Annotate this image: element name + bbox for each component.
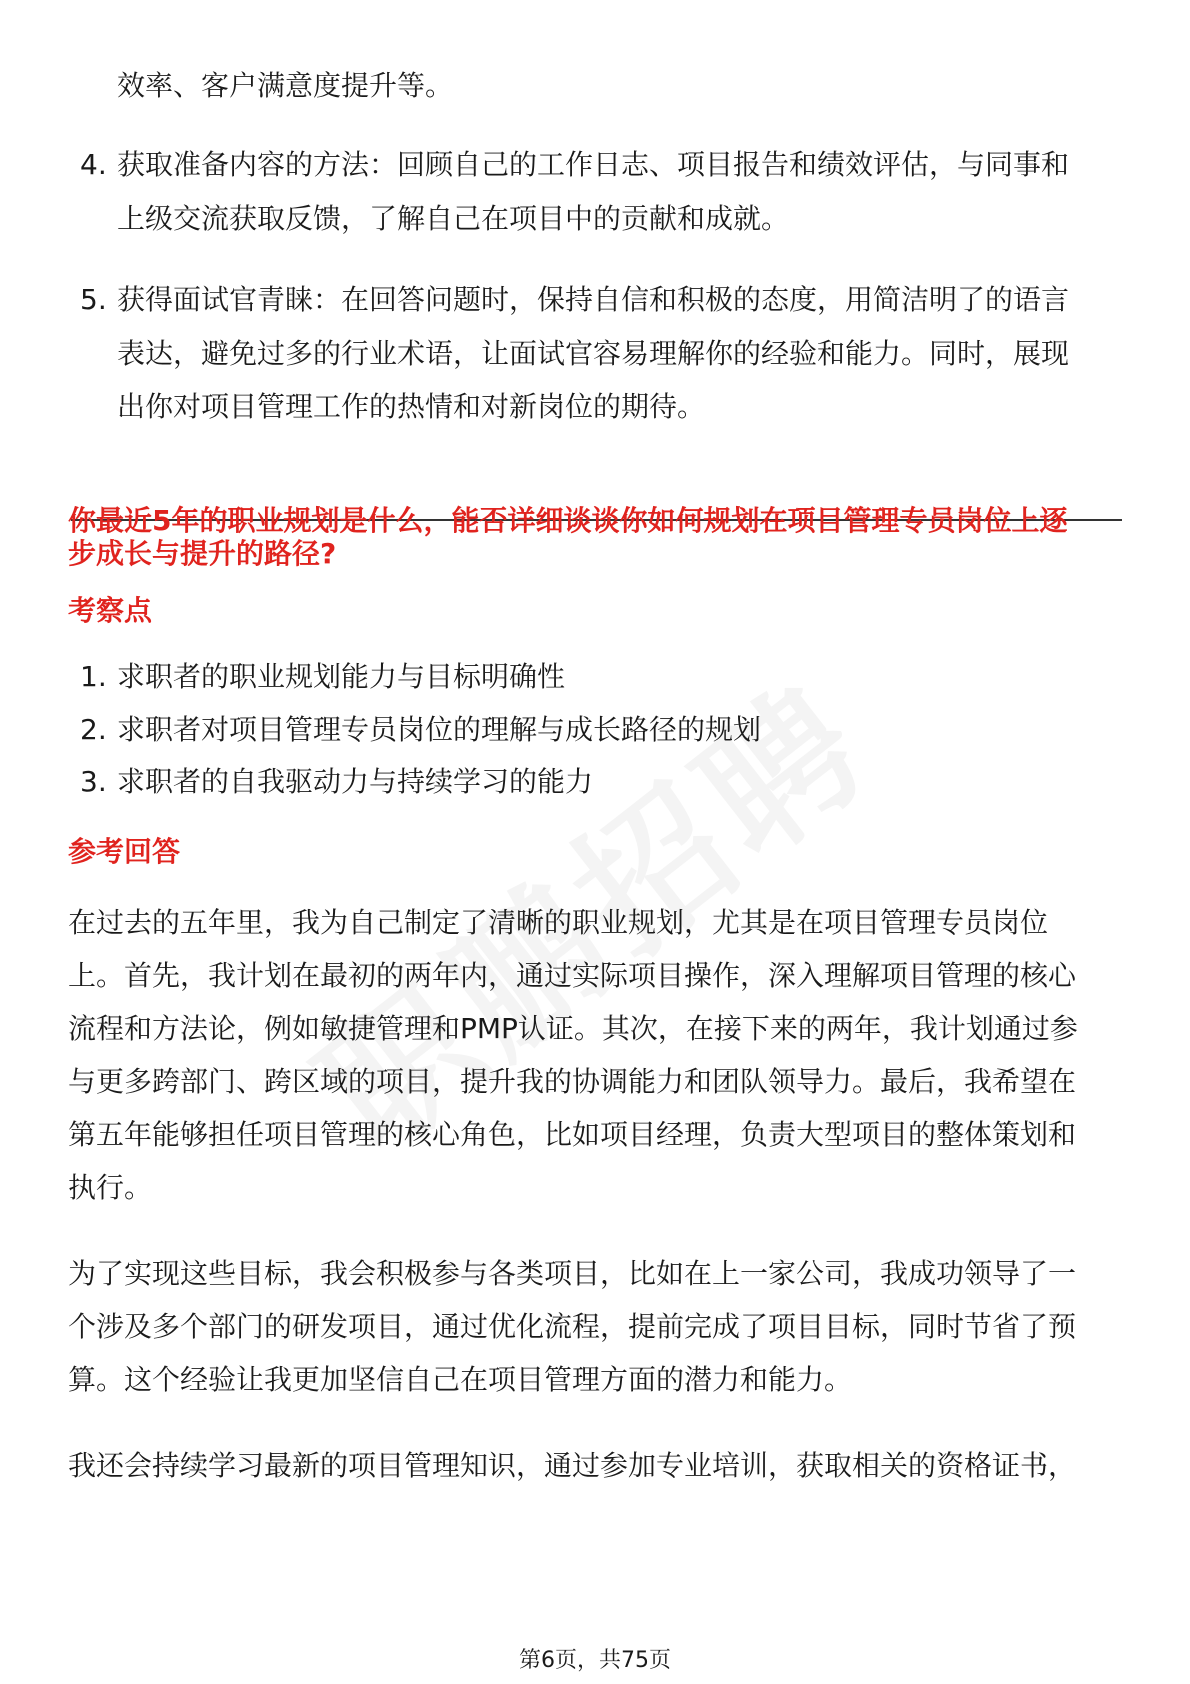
list-item-line: 表达，避免过多的行业术语，让面试官容易理解你的经验和能力。同时，展现: [117, 337, 1070, 370]
examine-item: 求职者的职业规划能力与目标明确性: [117, 660, 566, 693]
list-continuation: 效率、客户满意度提升等。: [117, 69, 454, 102]
list-number: 2.: [80, 713, 107, 746]
answer-line: 第五年能够担任项目管理的核心角色，比如项目经理，负责大型项目的整体策划和: [68, 1118, 1077, 1151]
list-number: 1.: [80, 660, 107, 693]
answer-line: 与更多跨部门、跨区域的项目，提升我的协调能力和团队领导力。最后，我希望在: [68, 1065, 1077, 1098]
list-item-line: 上级交流获取反馈，了解自己在项目中的贡献和成就。: [117, 202, 790, 235]
examine-item: 求职者对项目管理专员岗位的理解与成长路径的规划: [117, 713, 762, 746]
examine-heading: 考察点: [68, 594, 153, 627]
answer-line: 在过去的五年里，我为自己制定了清晰的职业规划，尤其是在项目管理专员岗位: [68, 906, 1049, 939]
question-line: 你最近5年的职业规划是什么，能否详细谈谈你如何规划在项目管理专员岗位上逐: [68, 504, 1068, 537]
answer-line: 执行。: [68, 1171, 153, 1204]
answer-line: 我还会持续学习最新的项目管理知识，通过参加专业培训，获取相关的资格证书，: [68, 1449, 1077, 1482]
question-line: 步成长与提升的路径?: [68, 537, 337, 570]
list-number: 5.: [80, 283, 107, 316]
answer-line: 为了实现这些目标，我会积极参与各类项目，比如在上一家公司，我成功领导了一: [68, 1257, 1077, 1290]
examine-item: 求职者的自我驱动力与持续学习的能力: [117, 765, 594, 798]
answer-line: 算。这个经验让我更加坚信自己在项目管理方面的潜力和能力。: [68, 1363, 853, 1396]
list-number: 4.: [80, 148, 107, 181]
list-item-line: 获得面试官青睐：在回答问题时，保持自信和积极的态度，用简洁明了的语言: [117, 283, 1070, 316]
answer-line: 上。首先，我计划在最初的两年内，通过实际项目操作，深入理解项目管理的核心: [68, 959, 1077, 992]
list-item-line: 获取准备内容的方法：回顾自己的工作日志、项目报告和绩效评估，与同事和: [117, 148, 1070, 181]
answer-line: 流程和方法论，例如敏捷管理和PMP认证。其次，在接下来的两年，我计划通过参: [68, 1012, 1078, 1045]
page-footer: 第6页，共75页: [519, 1648, 671, 1673]
list-item-line: 出你对项目管理工作的热情和对新岗位的期待。: [117, 390, 706, 423]
answer-heading: 参考回答: [68, 835, 181, 868]
list-number: 3.: [80, 765, 107, 798]
answer-line: 个涉及多个部门的研发项目，通过优化流程，提前完成了项目目标，同时节省了预: [68, 1310, 1077, 1343]
